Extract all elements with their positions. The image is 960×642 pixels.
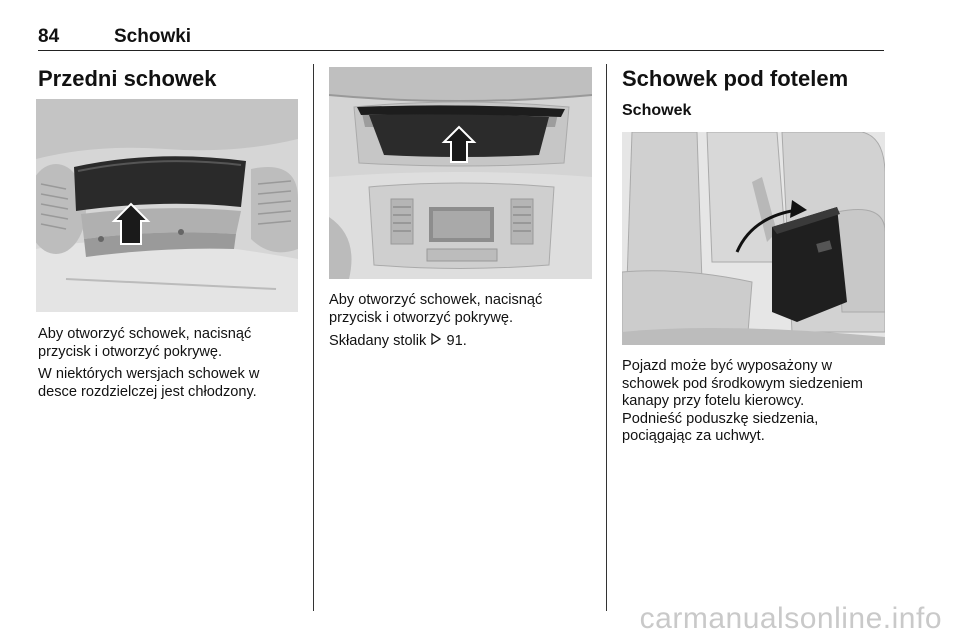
watermark: carmanualsonline.info (639, 602, 942, 635)
col2-text (329, 292, 591, 351)
paragraph: W niektórych wersjach schowek w desce rozdzielczej jest chłodzony. (38, 366, 260, 400)
subsection-heading: Schowek (622, 102, 692, 119)
paragraph: Aby otworzyć schowek, nacisnąć przycisk i otworzyć pokrywę. (38, 326, 252, 360)
page-number: 84 (38, 26, 60, 47)
paragraph: Aby otworzyć schowek, nacisnąć przycisk i otworzyć pokrywę. (329, 292, 543, 326)
col1-text (38, 326, 300, 401)
column-divider (606, 64, 607, 611)
upper-glovebox-illustration (329, 67, 592, 279)
reference-label: Składany stolik (329, 333, 427, 349)
under-seat-storage-illustration (622, 132, 885, 345)
column-divider (313, 64, 314, 611)
page-header (38, 24, 884, 51)
section-heading: Schowek pod fotelem (622, 66, 849, 91)
col3-text (622, 358, 892, 446)
text-line: schowek pod środkowym siedzeniem (622, 375, 863, 392)
text-line: kanapy przy fotelu kierowcy. (622, 393, 805, 409)
text-line: pociągając za uchwyt. (622, 428, 765, 444)
cross-reference (329, 333, 591, 351)
arrow-ref-icon (430, 333, 442, 351)
text-line: Podnieść poduszkę siedzenia, (622, 410, 819, 427)
chapter-title: Schowki (114, 26, 192, 47)
glovebox-illustration (36, 99, 298, 312)
section-heading: Przedni schowek (38, 66, 217, 91)
text-line: Pojazd może być wyposażony w (622, 358, 833, 374)
reference-page[interactable]: 91. (446, 333, 467, 349)
